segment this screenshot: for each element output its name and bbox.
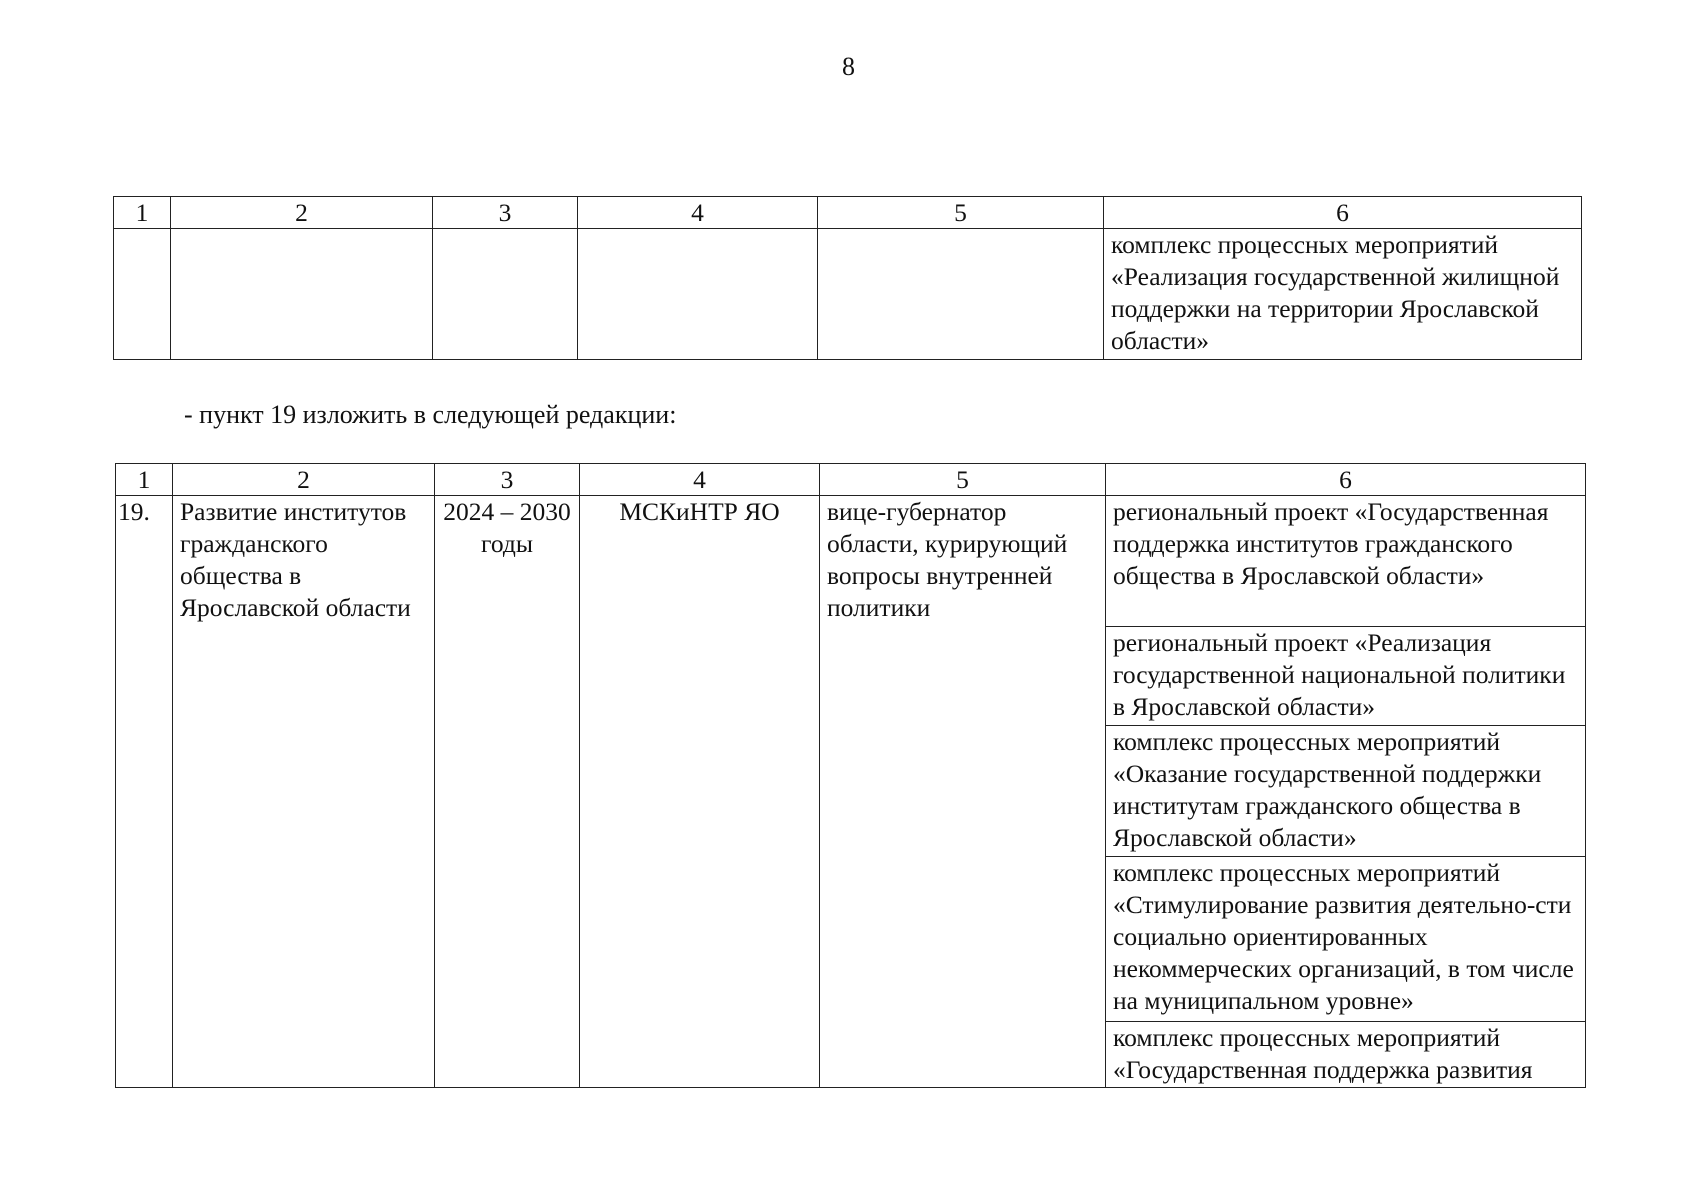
table-header-row	[116, 464, 1586, 496]
column-header: 3	[433, 197, 578, 229]
item-executor: МСКиНТР ЯО	[580, 496, 820, 1088]
item-period: 2024 – 2030 годы	[435, 496, 580, 1088]
structural-element: региональный проект «Реализация государственной национальной политики в Ярославской области»	[1106, 626, 1585, 725]
table-row	[116, 496, 1586, 1088]
item-number: 19.	[116, 496, 173, 1088]
column-header: 2	[171, 197, 433, 229]
column-header: 1	[116, 464, 173, 496]
table-cell	[818, 229, 1104, 360]
column-header: 5	[818, 197, 1104, 229]
table-cell	[433, 229, 578, 360]
item-curator: вице-губернатор области, курирующий вопросы внутренней политики	[820, 496, 1106, 1088]
page-number: 8	[842, 52, 855, 81]
column-header: 3	[435, 464, 580, 496]
column-header: 5	[820, 464, 1106, 496]
structural-element: комплекс процессных мероприятий «Государственная поддержка развития	[1106, 1021, 1585, 1087]
item-name: Развитие институтов гражданского общества в Ярославской области	[173, 496, 435, 1088]
item-structural-elements	[1106, 496, 1586, 1088]
column-header: 2	[173, 464, 435, 496]
structural-element: региональный проект «Государственная поддержка институтов гражданского общества в Ярославской области»	[1113, 497, 1549, 590]
table-continuation	[113, 196, 1582, 360]
table-row	[114, 229, 1582, 360]
table-item-19	[115, 463, 1586, 1088]
table-cell	[114, 229, 171, 360]
table-header-row	[114, 197, 1582, 229]
column-header: 1	[114, 197, 171, 229]
amendment-instruction: - пункт 19 изложить в следующей редакции:	[184, 400, 677, 429]
table-cell	[171, 229, 433, 360]
column-header: 4	[578, 197, 818, 229]
structural-element: комплекс процессных мероприятий «Стимулирование развития деятельно-сти социально ориентированных некоммерческих организаций, в том числе на муниципальном уровне»	[1106, 856, 1585, 1021]
column-header: 4	[580, 464, 820, 496]
table-cell	[578, 229, 818, 360]
table-cell: комплекс процессных мероприятий «Реализация государственной жилищной поддержки на территории Ярославской области»	[1104, 229, 1582, 360]
column-header: 6	[1104, 197, 1582, 229]
column-header: 6	[1106, 464, 1586, 496]
structural-element: комплекс процессных мероприятий «Оказание государственной поддержки институтам гражданского общества в Ярославской области»	[1106, 725, 1585, 856]
